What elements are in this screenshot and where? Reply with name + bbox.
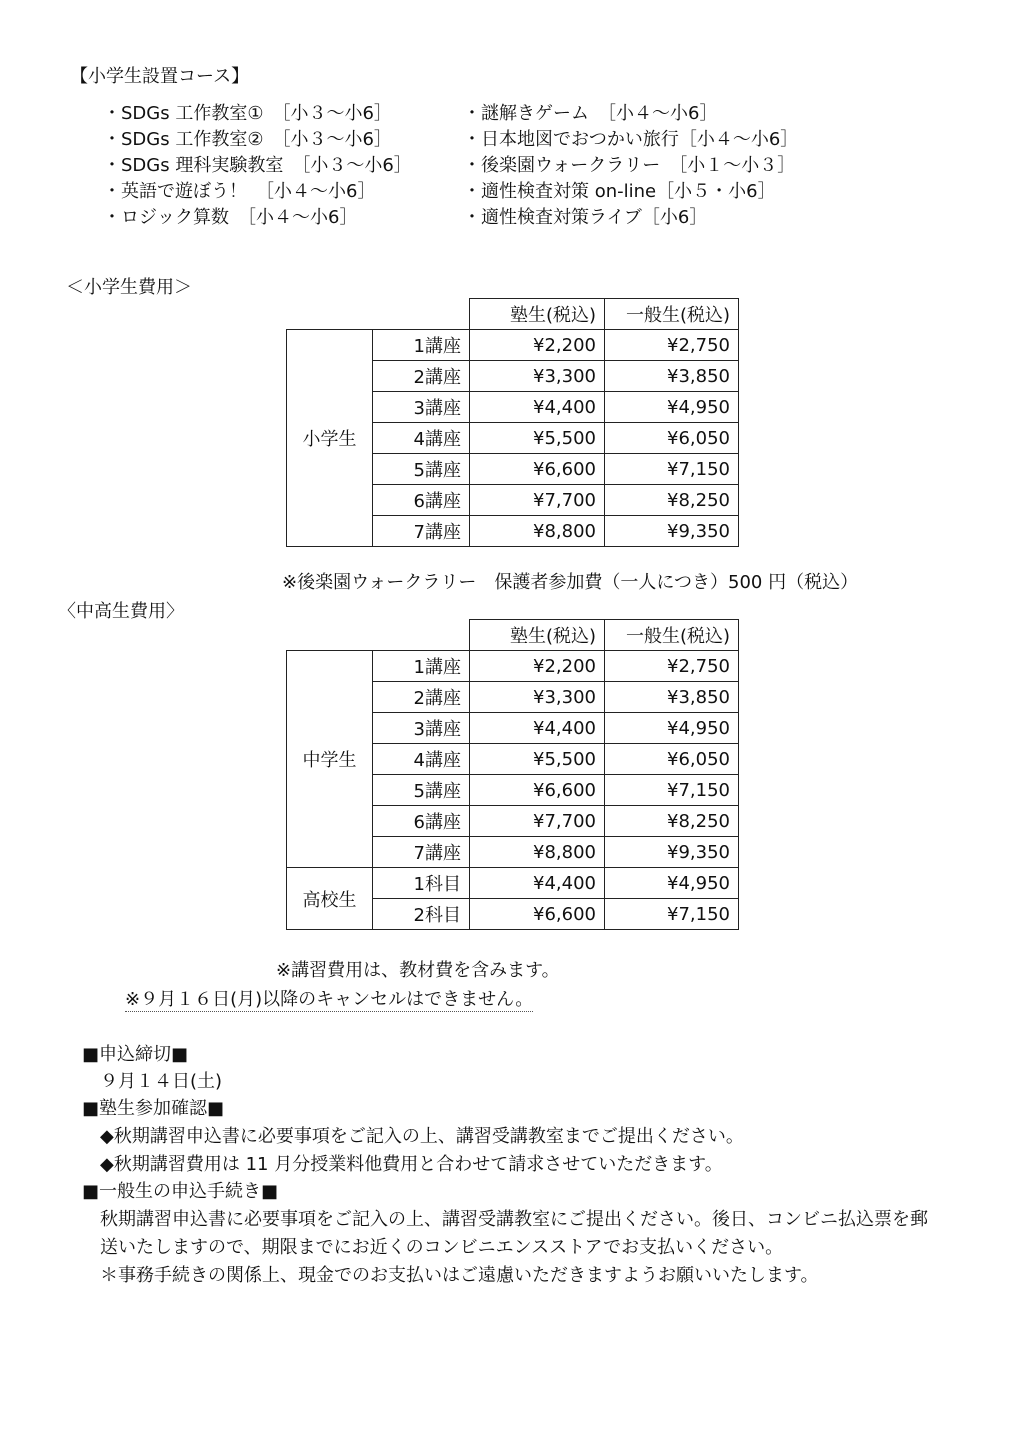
course-count: 7講座: [373, 837, 470, 868]
general-price: ¥7,150: [605, 899, 739, 930]
general-price: ¥4,950: [605, 713, 739, 744]
list-item: ・ロジック算数 ［小４～小6］: [103, 207, 358, 228]
general-price: ¥7,150: [605, 454, 739, 485]
general-price: ¥8,250: [605, 806, 739, 837]
general-price: ¥3,850: [605, 361, 739, 392]
general-price: ¥3,850: [605, 682, 739, 713]
general-price: ¥6,050: [605, 744, 739, 775]
general-procedure-line-2: 送いたしますので、期限までにお近くのコンビニエンスストアでお支払いください。: [100, 1237, 784, 1258]
general-price: ¥7,150: [605, 775, 739, 806]
list-item: ・SDGs 工作教室① ［小３～小6］: [103, 103, 392, 124]
member-price: ¥5,500: [470, 423, 605, 454]
course-count: 5講座: [373, 454, 470, 485]
group-label-high: 高校生: [287, 868, 373, 930]
course-list-left: [103, 101, 412, 231]
member-price: ¥2,200: [470, 651, 605, 682]
cancellation-note: [125, 985, 533, 1011]
group-label-elementary: 小学生: [287, 330, 373, 547]
list-item: ・後楽園ウォークラリー ［小１～小３］: [463, 155, 796, 176]
general-procedure-line-1: 秋期講習申込書に必要事項をご記入の上、講習受講教室にご提出ください。後日、コンビニ払込票を郵: [100, 1209, 928, 1230]
course-count: 2講座: [373, 361, 470, 392]
course-count: 2講座: [373, 682, 470, 713]
course-count: 7講座: [373, 516, 470, 547]
column-header-general: 一般生(税込): [605, 620, 739, 651]
column-header-general: 一般生(税込): [605, 299, 739, 330]
member-price: ¥4,400: [470, 392, 605, 423]
general-price: ¥4,950: [605, 868, 739, 899]
walk-rally-fee-note: ※後楽園ウォークラリー 保護者参加費（一人につき）500 円（税込）: [282, 572, 859, 593]
list-item: ・日本地図でおつかい旅行［小４～小6］: [463, 129, 799, 150]
general-price: ¥2,750: [605, 330, 739, 361]
general-price: ¥6,050: [605, 423, 739, 454]
course-count: 4講座: [373, 423, 470, 454]
subject-count: 1科目: [373, 868, 470, 899]
general-price: ¥2,750: [605, 651, 739, 682]
member-confirm-heading: ■塾生参加確認■: [82, 1098, 225, 1119]
course-count: 6講座: [373, 485, 470, 516]
member-price: ¥6,600: [470, 775, 605, 806]
column-header-member: 塾生(税込): [470, 620, 605, 651]
elementary-fee-table: [286, 298, 739, 547]
table-row: [287, 330, 739, 361]
materials-included-note: ※講習費用は、教材費を含みます。: [276, 960, 560, 981]
course-count: 5講座: [373, 775, 470, 806]
general-price: ¥9,350: [605, 837, 739, 868]
elementary-fees-heading: ＜小学生費用＞: [66, 277, 192, 298]
list-item: ・SDGs 工作教室② ［小３～小6］: [103, 129, 392, 150]
member-price: ¥7,700: [470, 806, 605, 837]
deadline-date: ９月１４日(土): [100, 1071, 223, 1092]
table-row: [287, 868, 739, 899]
member-price: ¥8,800: [470, 837, 605, 868]
list-item: ・謎解きゲーム ［小４～小6］: [463, 103, 718, 124]
course-count: 4講座: [373, 744, 470, 775]
course-count: 3講座: [373, 713, 470, 744]
deadline-heading: ■申込締切■: [82, 1044, 189, 1065]
list-item: ・適性検査対策ライブ［小6］: [463, 207, 708, 228]
course-count: 1講座: [373, 651, 470, 682]
course-list-right: [463, 101, 798, 231]
list-item: ・適性検査対策 on-line［小５・小6］: [463, 181, 776, 202]
member-price: ¥4,400: [470, 713, 605, 744]
member-price: ¥3,300: [470, 682, 605, 713]
course-section-heading: 【小学生設置コース】: [70, 66, 250, 87]
table-row: [287, 651, 739, 682]
list-item: ・英語で遊ぼう！ ［小４～小6］: [103, 181, 376, 202]
general-price: ¥9,350: [605, 516, 739, 547]
table-header-row: [287, 620, 739, 651]
column-header-member: 塾生(税込): [470, 299, 605, 330]
list-item: ・SDGs 理科実験教室 ［小３～小6］: [103, 155, 412, 176]
table-header-row: [287, 299, 739, 330]
secondary-fee-table: [286, 619, 739, 930]
member-price: ¥2,200: [470, 330, 605, 361]
general-procedure-line-3: ＊事務手続きの関係上、現金でのお支払いはご遠慮いただきますようお願いいたします。: [100, 1265, 819, 1286]
general-price: ¥4,950: [605, 392, 739, 423]
member-price: ¥7,700: [470, 485, 605, 516]
member-price: ¥3,300: [470, 361, 605, 392]
course-count: 6講座: [373, 806, 470, 837]
secondary-fees-heading: 〈中高生費用〉: [58, 601, 184, 622]
member-price: ¥6,600: [470, 899, 605, 930]
subject-count: 2科目: [373, 899, 470, 930]
general-price: ¥8,250: [605, 485, 739, 516]
group-label-junior: 中学生: [287, 651, 373, 868]
member-price: ¥8,800: [470, 516, 605, 547]
cancellation-note-text: ※９月１６日(月)以降のキャンセルはできません。: [125, 989, 534, 1010]
course-count: 1講座: [373, 330, 470, 361]
member-price: ¥6,600: [470, 454, 605, 485]
general-procedure-heading: ■一般生の申込手続き■: [82, 1181, 279, 1202]
member-confirm-line-2: ◆秋期講習費用は 11 月分授業料他費用と合わせて請求させていただきます。: [100, 1154, 723, 1175]
member-confirm-line-1: ◆秋期講習申込書に必要事項をご記入の上、講習受講教室までご提出ください。: [100, 1126, 744, 1147]
member-price: ¥4,400: [470, 868, 605, 899]
course-count: 3講座: [373, 392, 470, 423]
member-price: ¥5,500: [470, 744, 605, 775]
